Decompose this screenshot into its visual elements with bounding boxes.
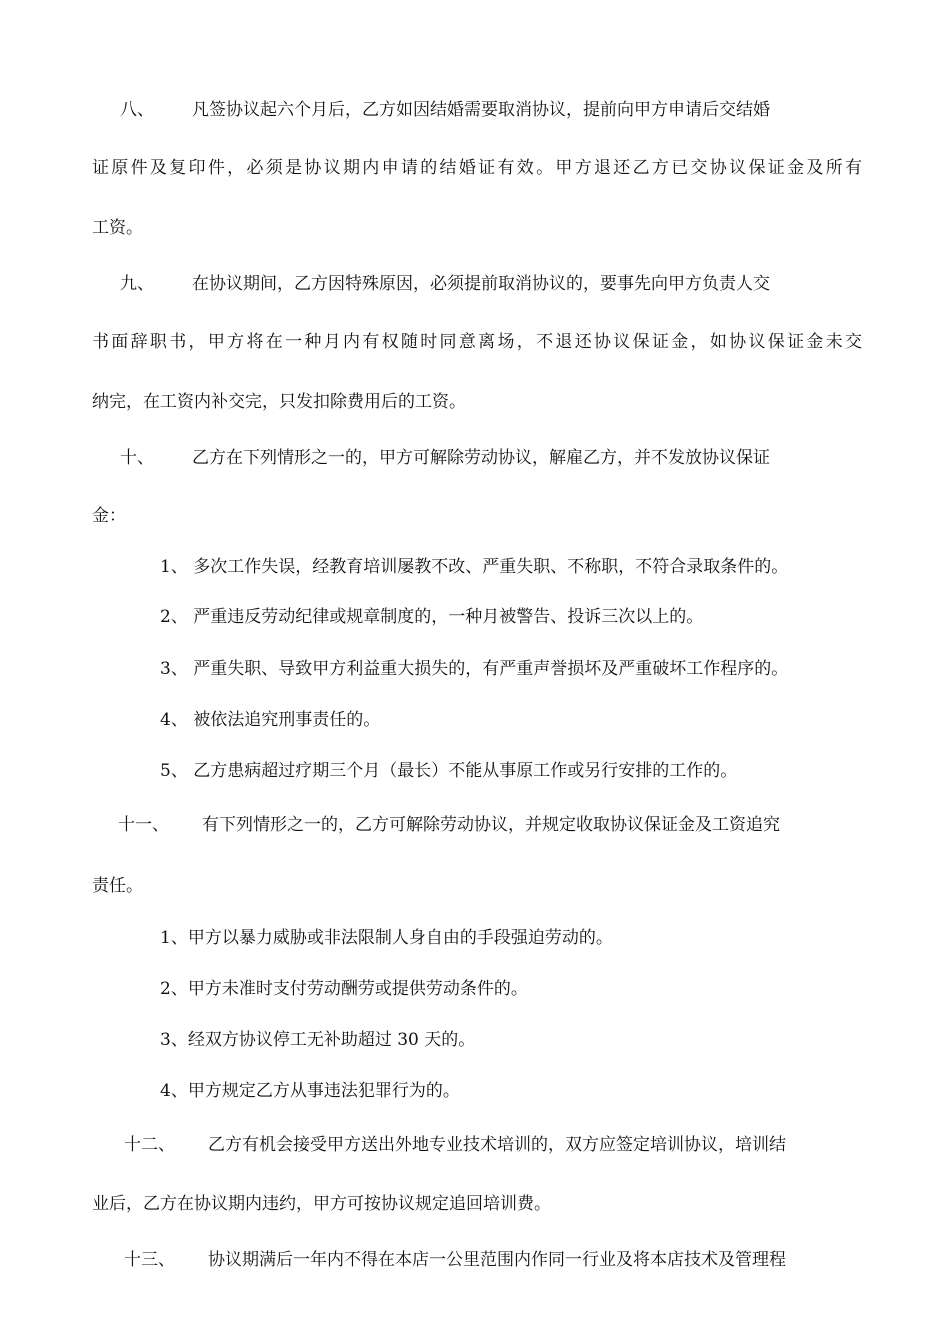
clause-10-number: 十、 (120, 448, 154, 468)
clause-11-number: 十一、 (118, 815, 169, 835)
clause-8-line-2: 证原件及复印件，必须是协议期内申请的结婚证有效。甲方退还乙方已交协议保证金及所有 (92, 158, 862, 178)
clause-11-item-4: 4、甲方规定乙方从事违法犯罪行为的。 (160, 1081, 460, 1101)
clause-10-item-4: 4、 被依法追究刑事责任的。 (160, 710, 381, 730)
clause-11-line-1 (92, 813, 862, 837)
clause-12-line-2: 业后，乙方在协议期内违约，甲方可按协议规定追回培训费。 (92, 1194, 551, 1214)
clause-10-text-1: 乙方在下列情形之一的，甲方可解除劳动协议，解雇乙方，并不发放协议保证 (192, 448, 770, 468)
clause-13-text-1: 协议期满后一年内不得在本店一公里范围内作同一行业及将本店技术及管理程 (208, 1250, 786, 1270)
clause-9-number: 九、 (120, 274, 154, 294)
clause-9-text-1: 在协议期间，乙方因特殊原因，必须提前取消协议的，要事先向甲方负责人交 (192, 274, 770, 294)
clause-10-item-5: 5、 乙方患病超过疗期三个月（最长）不能从事原工作或另行安排的工作的。 (160, 761, 738, 781)
clause-8-line-1 (92, 98, 862, 122)
clause-11-item-2: 2、甲方未准时支付劳动酬劳或提供劳动条件的。 (160, 979, 528, 999)
clause-11-text-1: 有下列情形之一的，乙方可解除劳动协议，并规定收取协议保证金及工资追究 (202, 815, 780, 835)
clause-10-line-2: 金： (92, 506, 126, 526)
clause-10-item-3: 3、 严重失职、导致甲方利益重大损失的，有严重声誉损坏及严重破坏工作程序的。 (160, 659, 789, 679)
clause-9-line-2: 书面辞职书，甲方将在一种月内有权随时同意离场，不退还协议保证金，如协议保证金未交 (92, 332, 862, 352)
clause-11-item-3: 3、经双方协议停工无补助超过 30 天的。 (160, 1030, 476, 1050)
clause-13-number: 十三、 (124, 1250, 175, 1270)
clause-12-number: 十二、 (124, 1135, 175, 1155)
clause-12-line-1 (92, 1133, 862, 1157)
clause-11-item-1: 1、甲方以暴力威胁或非法限制人身自由的手段强迫劳动的。 (160, 928, 613, 948)
clause-13-line-1 (92, 1248, 862, 1272)
clause-9-line-1 (92, 272, 862, 296)
clause-10-item-2: 2、 严重违反劳动纪律或规章制度的，一种月被警告、投诉三次以上的。 (160, 607, 704, 627)
clause-9-line-3: 纳完，在工资内补交完，只发扣除费用后的工资。 (92, 392, 466, 412)
clause-11-line-2: 责任。 (92, 876, 143, 896)
clause-8-text-1: 凡签协议起六个月后，乙方如因结婚需要取消协议，提前向甲方申请后交结婚 (192, 100, 770, 120)
clause-8-number: 八、 (120, 100, 154, 120)
clause-8-line-3: 工资。 (92, 218, 143, 238)
clause-12-text-1: 乙方有机会接受甲方送出外地专业技术培训的，双方应签定培训协议，培训结 (208, 1135, 786, 1155)
clause-10-item-1: 1、 多次工作失误，经教育培训屡教不改、严重失职、不称职，不符合录取条件的。 (160, 557, 789, 577)
clause-10-line-1 (92, 446, 862, 470)
